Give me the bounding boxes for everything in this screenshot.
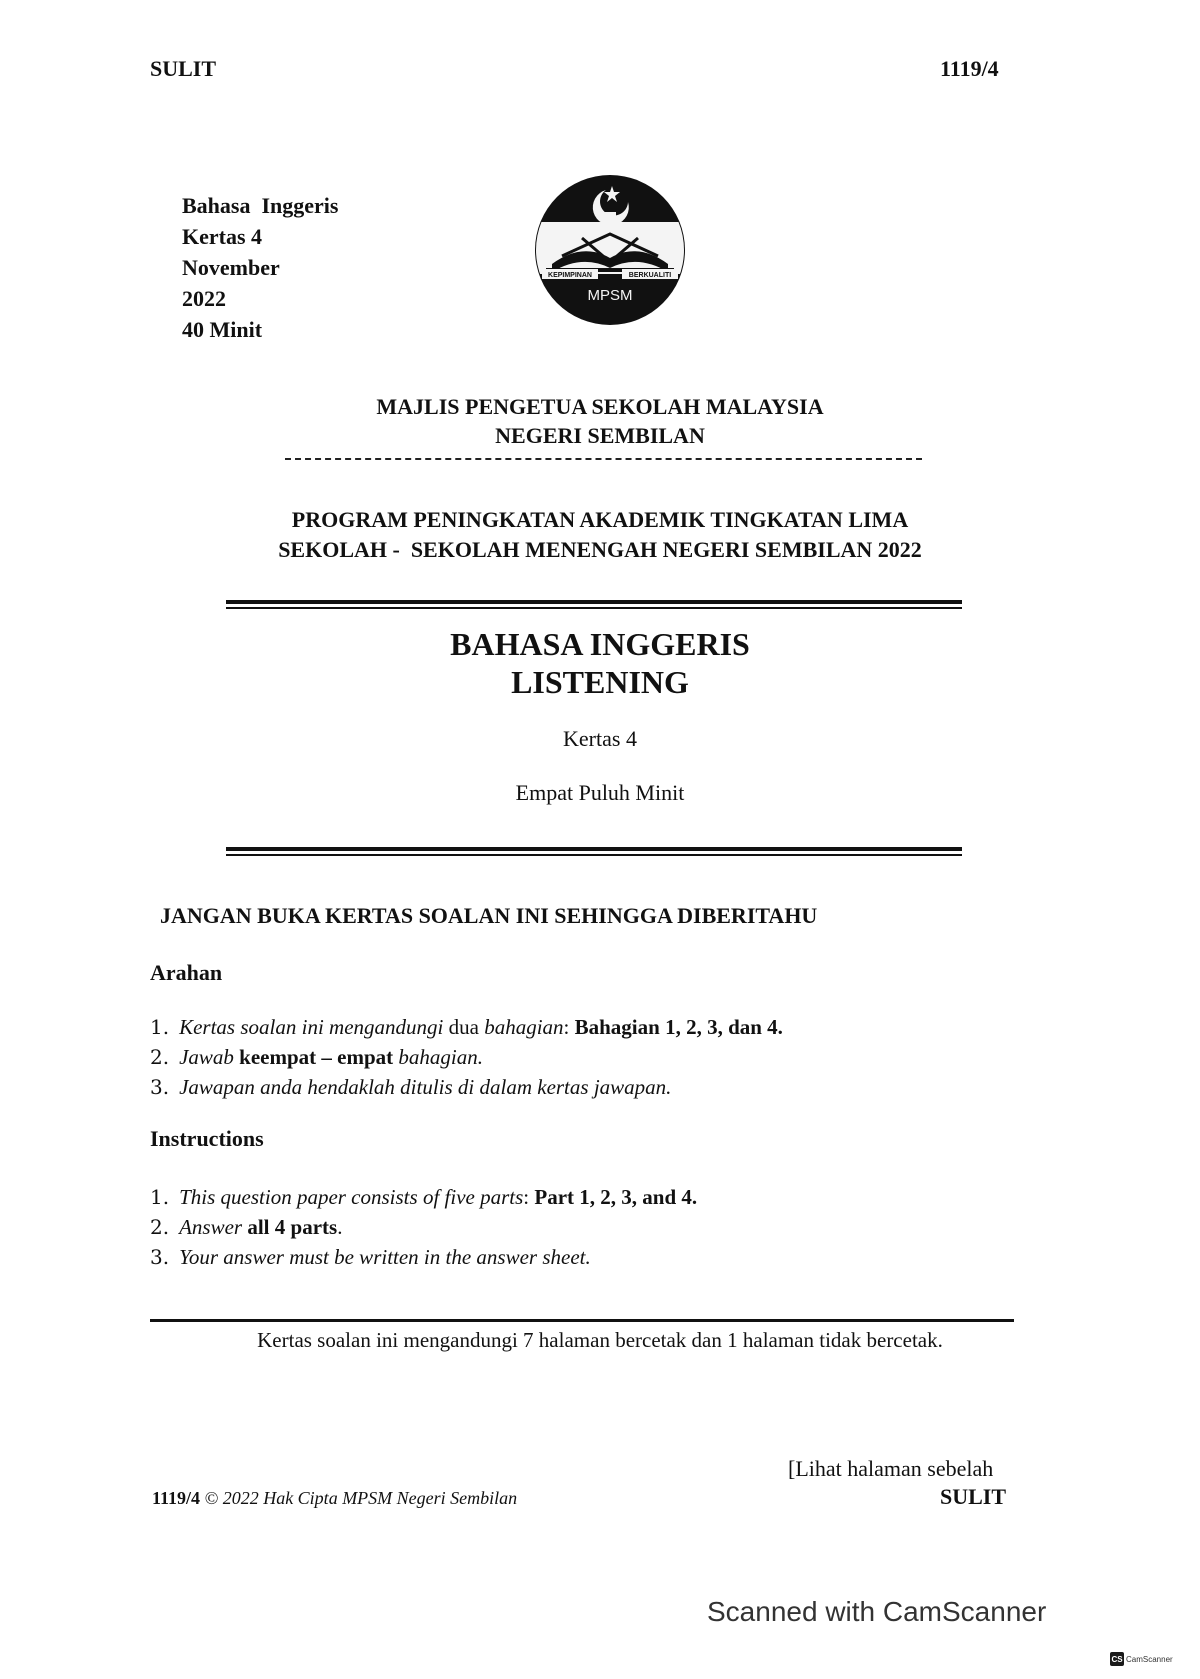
organisation-name (0, 392, 1200, 450)
arahan-list (150, 1012, 783, 1102)
instructions-heading: Instructions (150, 1126, 264, 1151)
turn-over-note: [Lihat halaman sebelah (788, 1456, 994, 1481)
item-text: keempat – empat (233, 1045, 399, 1069)
item-text: Answer (179, 1215, 243, 1239)
dashed-divider (285, 458, 922, 460)
header-classification: SULIT (150, 56, 217, 81)
scanner-badge (1110, 1652, 1173, 1666)
programme-line-1: PROGRAM PENINGKATAN AKADEMIK TINGKATAN LIMA (291, 507, 909, 532)
item-text: Jawab (179, 1045, 234, 1069)
item-text: Bahagian 1, 2, 3, dan 4. (574, 1015, 783, 1039)
org-line-1: MAJLIS PENGETUA SEKOLAH MALAYSIA (376, 394, 824, 419)
mpsm-logo (532, 172, 688, 328)
paper-meta (182, 190, 338, 345)
item-text: Your answer must be written in the answer sheet. (179, 1245, 591, 1269)
item-text: bahagian (484, 1015, 564, 1039)
title-paper: Kertas 4 (563, 726, 637, 751)
org-line-2: NEGERI SEMBILAN (495, 423, 705, 448)
item-number: 2. (150, 1045, 170, 1069)
item-text: : (523, 1185, 535, 1209)
list-item (150, 1242, 697, 1272)
camscanner-icon: CS (1110, 1652, 1124, 1666)
instructions-list (150, 1182, 697, 1272)
footer-rule (150, 1319, 1014, 1322)
item-text: Part 1, 2, 3, and 4. (534, 1185, 698, 1209)
paper-title (0, 625, 1200, 701)
double-rule-bottom (226, 847, 962, 856)
arahan-heading: Arahan (150, 960, 223, 985)
header-paper-code: 1119/4 (940, 56, 999, 81)
list-item (150, 1072, 783, 1102)
list-item (150, 1012, 783, 1042)
footer-classification: SULIT (940, 1484, 1007, 1509)
logo-right-text: BERKUALITI (628, 272, 672, 279)
item-number: 3. (150, 1075, 170, 1099)
footer-copyright: © 2022 Hak Cipta MPSM Negeri Sembilan (200, 1488, 518, 1508)
meta-month: November (182, 255, 280, 280)
do-not-open-warning: JANGAN BUKA KERTAS SOALAN INI SEHINGGA DIBERITAHU (160, 903, 818, 928)
item-text: . (337, 1215, 343, 1239)
title-line-1: BAHASA INGGERIS (450, 626, 750, 662)
logo-bottom-text: MPSM (587, 287, 633, 304)
meta-subject: Bahasa Inggeris (182, 193, 339, 218)
meta-paper: Kertas 4 (182, 224, 263, 249)
scanner-watermark: Scanned with CamScanner (707, 1596, 1047, 1627)
programme-line-2: SEKOLAH - SEKOLAH MENENGAH NEGERI SEMBILAN 2022 (278, 537, 922, 562)
item-number: 1. (150, 1185, 170, 1209)
scanner-badge-text: CamScanner (1126, 1654, 1173, 1664)
item-text: Jawapan anda hendaklah ditulis di dalam kertas jawapan. (179, 1075, 672, 1099)
meta-year: 2022 (182, 286, 226, 311)
item-number: 1. (150, 1015, 170, 1039)
item-text: dua (443, 1015, 485, 1039)
programme-name (0, 505, 1200, 565)
logo-left-text: KEPIMPINAN (548, 272, 592, 279)
item-text: all 4 parts (242, 1215, 338, 1239)
item-text: bahagian. (398, 1045, 483, 1069)
item-number: 2. (150, 1215, 170, 1239)
copyright-line (152, 1488, 517, 1509)
list-item (150, 1212, 697, 1242)
double-rule-top (226, 600, 962, 609)
title-line-2: LISTENING (511, 664, 689, 700)
page-count-note: Kertas soalan ini mengandungi 7 halaman bercetak dan 1 halaman tidak bercetak. (257, 1328, 943, 1352)
list-item (150, 1182, 697, 1212)
item-number: 3. (150, 1245, 170, 1269)
list-item (150, 1042, 783, 1072)
title-duration: Empat Puluh Minit (515, 780, 685, 805)
item-text: This question paper consists of five parts (179, 1185, 524, 1209)
item-text: Kertas soalan ini mengandungi (179, 1015, 444, 1039)
item-text: : (563, 1015, 575, 1039)
meta-duration: 40 Minit (182, 317, 263, 342)
footer-code: 1119/4 (152, 1488, 201, 1508)
